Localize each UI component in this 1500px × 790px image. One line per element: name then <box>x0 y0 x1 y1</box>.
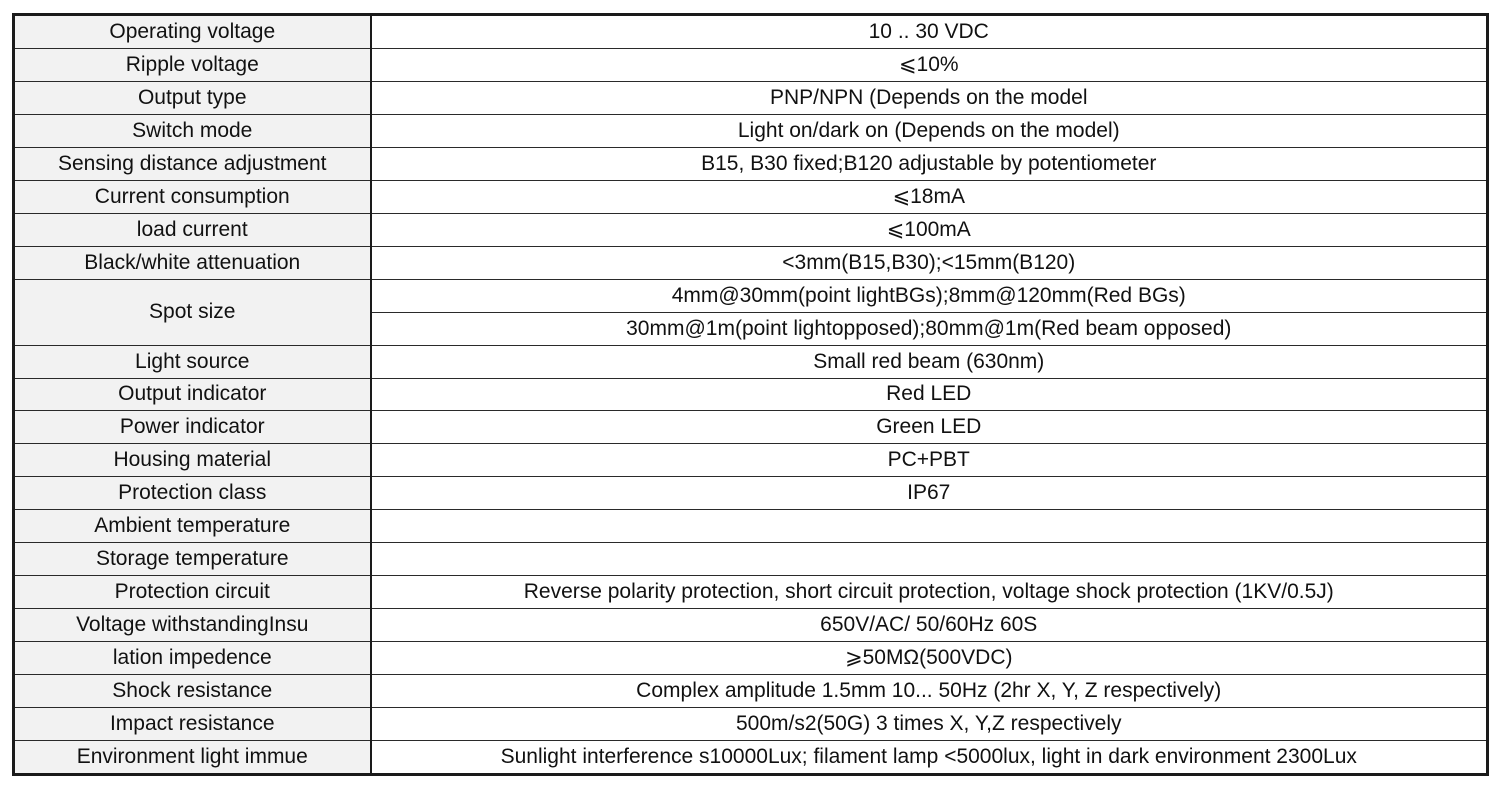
spec-value-cell: Green LED <box>371 411 1488 444</box>
spec-label-cell: Ambient temperature <box>14 510 371 543</box>
spec-label-cell: Protection class <box>14 477 371 510</box>
spec-label-cell: Output indicator <box>14 378 371 411</box>
spec-value-cell: 650V/AC/ 50/60Hz 60S <box>371 609 1488 642</box>
spec-label-cell: Spot size <box>14 279 371 345</box>
spec-label-cell: Protection circuit <box>14 576 371 609</box>
spec-value-cell: ⩽100mA <box>371 213 1488 246</box>
spec-value-cell: PC+PBT <box>371 444 1488 477</box>
spec-value-cell: 10 .. 30 VDC <box>371 15 1488 49</box>
table-row <box>14 642 1488 675</box>
table-row <box>14 609 1488 642</box>
spec-value-cell: IP67 <box>371 477 1488 510</box>
table-row <box>14 15 1488 49</box>
spec-label-cell: load current <box>14 213 371 246</box>
table-row <box>14 279 1488 312</box>
table-row <box>14 510 1488 543</box>
spec-label-cell: Operating voltage <box>14 15 371 49</box>
spec-label-cell: Shock resistance <box>14 675 371 708</box>
table-row <box>14 543 1488 576</box>
spec-label-cell: lation impedence <box>14 642 371 675</box>
spec-value-cell: 4mm@30mm(point lightBGs);8mm@120mm(Red BGs) <box>371 279 1488 312</box>
table-row <box>14 708 1488 741</box>
spec-value-cell <box>371 510 1488 543</box>
spec-value-cell: Reverse polarity protection, short circuit protection, voltage shock protection (1KV/0.5J) <box>371 576 1488 609</box>
spec-label-cell: Switch mode <box>14 114 371 147</box>
spec-label-cell: Impact resistance <box>14 708 371 741</box>
table-row <box>14 378 1488 411</box>
table-row <box>14 411 1488 444</box>
table-row <box>14 180 1488 213</box>
spec-value-cell: Sunlight interference s10000Lux; filament lamp <5000lux, light in dark environment 2300Lux <box>371 740 1488 774</box>
spec-label-cell: Storage temperature <box>14 543 371 576</box>
spec-label-cell: Ripple voltage <box>14 48 371 81</box>
spec-value-cell: Small red beam (630nm) <box>371 345 1488 378</box>
spec-value-cell: ⩽18mA <box>371 180 1488 213</box>
table-row <box>14 147 1488 180</box>
spec-value-cell: <3mm(B15,B30);<15mm(B120) <box>371 246 1488 279</box>
spec-label-cell: Current consumption <box>14 180 371 213</box>
spec-value-cell: B15, B30 fixed;B120 adjustable by potentiometer <box>371 147 1488 180</box>
table-row <box>14 81 1488 114</box>
spec-label-cell: Light source <box>14 345 371 378</box>
table-row <box>14 444 1488 477</box>
table-row <box>14 477 1488 510</box>
table-row <box>14 576 1488 609</box>
table-row <box>14 675 1488 708</box>
spec-value-cell: 30mm@1m(point lightopposed);80mm@1m(Red beam opposed) <box>371 312 1488 345</box>
table-row <box>14 114 1488 147</box>
spec-value-cell: Light on/dark on (Depends on the model) <box>371 114 1488 147</box>
spec-value-cell: Red LED <box>371 378 1488 411</box>
spec-label-cell: Environment light immue <box>14 740 371 774</box>
spec-label-cell: Output type <box>14 81 371 114</box>
spec-value-cell <box>371 543 1488 576</box>
table-row <box>14 246 1488 279</box>
spec-value-cell: ⩽10% <box>371 48 1488 81</box>
spec-value-cell: 500m/s2(50G) 3 times X, Y,Z respectively <box>371 708 1488 741</box>
table-row <box>14 213 1488 246</box>
spec-label-cell: Power indicator <box>14 411 371 444</box>
spec-value-cell: PNP/NPN (Depends on the model <box>371 81 1488 114</box>
table-row <box>14 345 1488 378</box>
spec-label-cell: Housing material <box>14 444 371 477</box>
specification-table <box>12 13 1489 776</box>
spec-label-cell: Voltage withstandingInsu <box>14 609 371 642</box>
spec-label-cell: Sensing distance adjustment <box>14 147 371 180</box>
spec-label-cell: Black/white attenuation <box>14 246 371 279</box>
spec-value-cell: ⩾50MΩ(500VDC) <box>371 642 1488 675</box>
table-row <box>14 740 1488 774</box>
table-row <box>14 48 1488 81</box>
spec-value-cell: Complex amplitude 1.5mm 10... 50Hz (2hr X, Y, Z respectively) <box>371 675 1488 708</box>
specification-table-body <box>14 15 1488 775</box>
